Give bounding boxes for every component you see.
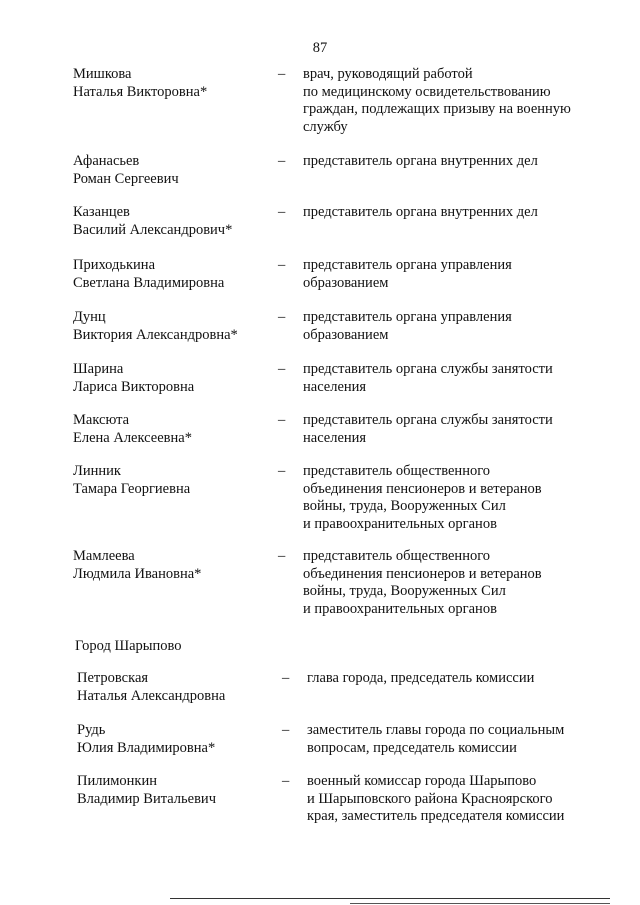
role-line: представитель общественного (303, 548, 491, 564)
member-role (303, 204, 593, 222)
role-line: глава города, председатель комиссии (307, 670, 535, 686)
role-line: представитель органа службы занятости (303, 412, 553, 428)
member-name (77, 670, 277, 705)
role-line: представитель общественного (303, 463, 491, 479)
member-name (73, 204, 273, 239)
role-line: края, заместитель председателя комиссии (307, 808, 565, 824)
role-line: по медицинскому освидетельствованию (303, 83, 551, 100)
surname: Рудь (77, 722, 106, 738)
given-names: Лариса Викторовна (73, 378, 195, 395)
surname: Петровская (77, 670, 149, 686)
role-line: войны, труда, Вооруженных Сил (303, 498, 506, 514)
member-role (307, 722, 597, 757)
role-line: представитель органа управления (303, 257, 512, 273)
role-line: граждан, подлежащих призыву на военную (303, 101, 571, 117)
member-name (77, 722, 277, 757)
given-names: Тамара Георгиевна (73, 480, 191, 497)
role-line: представитель органа внутренних дел (303, 153, 538, 169)
given-names: Юлия Владимировна* (77, 739, 216, 756)
member-role (303, 361, 593, 396)
given-names: Виктория Александровна* (73, 326, 238, 343)
member-name (73, 66, 273, 101)
dash: – (278, 204, 286, 220)
role-line: военный комиссар города Шарыпово (307, 773, 537, 789)
role-line: войны, труда, Вооруженных Сил (303, 583, 506, 599)
surname: Казанцев (73, 204, 130, 220)
section-title: Город Шарыпово (75, 638, 182, 654)
given-names: Владимир Витальевич (77, 790, 216, 807)
surname: Пилимонкин (77, 773, 157, 789)
member-role (303, 257, 593, 292)
scan-edge-line (170, 898, 610, 899)
page-number: 87 (312, 40, 328, 56)
scan-edge-line (350, 903, 610, 904)
surname: Мамлеева (73, 548, 135, 564)
member-role (303, 548, 593, 618)
role-line: и правоохранительных органов (303, 600, 497, 617)
given-names: Светлана Владимировна (73, 274, 225, 291)
role-line: объединения пенсионеров и ветеранов (303, 480, 542, 497)
role-line: объединения пенсионеров и ветеранов (303, 565, 542, 582)
given-names: Елена Алексеевна* (73, 429, 192, 446)
dash: – (278, 463, 286, 479)
member-name (73, 361, 273, 396)
given-names: Людмила Ивановна* (73, 565, 202, 582)
role-line: врач, руководящий работой (303, 66, 473, 82)
role-line: представитель органа службы занятости (303, 361, 553, 377)
member-role (303, 66, 593, 136)
role-line: заместитель главы города по социальным (307, 722, 565, 738)
member-role (303, 309, 593, 344)
surname: Линник (73, 463, 121, 479)
dash: – (282, 773, 290, 789)
given-names: Роман Сергеевич (73, 170, 179, 187)
member-name (73, 548, 273, 583)
role-line: представитель органа управления (303, 309, 512, 325)
dash: – (282, 722, 290, 738)
role-line: службу (303, 118, 348, 135)
member-name (73, 153, 273, 188)
dash: – (278, 548, 286, 564)
member-role (303, 463, 593, 533)
given-names: Наталья Викторовна* (73, 83, 208, 100)
member-name (73, 463, 273, 498)
role-line: вопросам, председатель комиссии (307, 739, 517, 756)
dash: – (278, 412, 286, 428)
role-line: населения (303, 429, 367, 446)
member-name (73, 257, 273, 292)
member-role (307, 773, 597, 826)
member-role (303, 412, 593, 447)
dash: – (278, 153, 286, 169)
surname: Шарина (73, 361, 124, 377)
surname: Дунц (73, 309, 106, 325)
member-name (73, 309, 273, 344)
given-names: Наталья Александровна (77, 687, 226, 704)
member-role (307, 670, 597, 688)
surname: Мишкова (73, 66, 132, 82)
member-name (77, 773, 277, 808)
role-line: и правоохранительных органов (303, 515, 497, 532)
given-names: Василий Александрович* (73, 221, 233, 238)
dash: – (278, 361, 286, 377)
surname: Афанасьев (73, 153, 140, 169)
role-line: представитель органа внутренних дел (303, 204, 538, 220)
dash: – (278, 309, 286, 325)
member-name (73, 412, 273, 447)
role-line: населения (303, 378, 367, 395)
dash: – (282, 670, 290, 686)
role-line: образованием (303, 326, 389, 343)
dash: – (278, 66, 286, 82)
role-line: образованием (303, 274, 389, 291)
role-line: и Шарыповского района Красноярского (307, 790, 553, 807)
dash: – (278, 257, 286, 273)
surname: Максюта (73, 412, 130, 428)
surname: Приходькина (73, 257, 156, 273)
member-role (303, 153, 593, 171)
